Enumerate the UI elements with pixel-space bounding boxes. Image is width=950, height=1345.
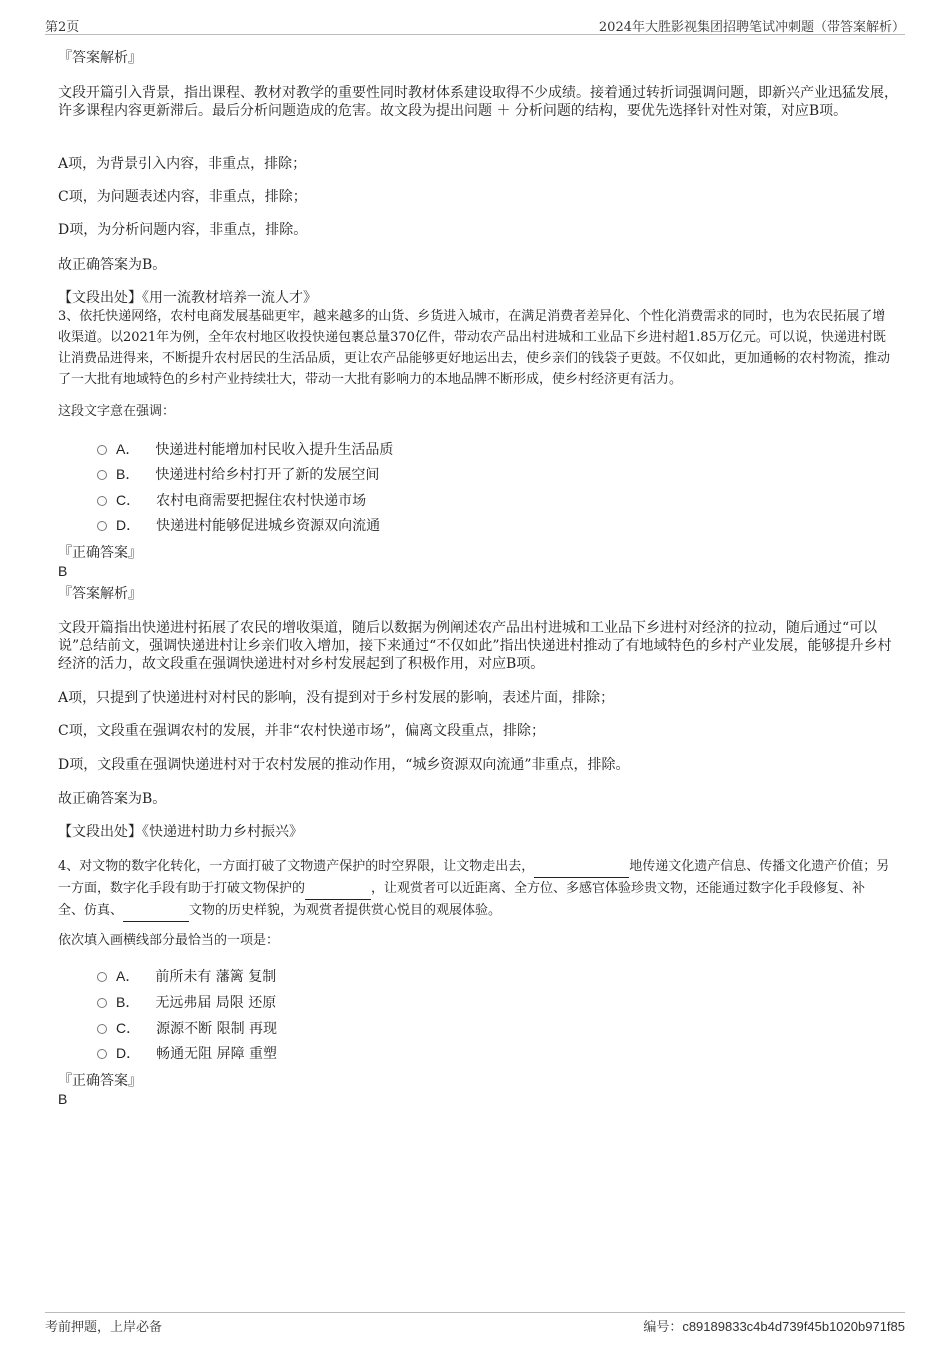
- q3-option-a-note: A项，只提到了快递进村对村民的影响，没有提到对于乡村发展的影响，表述片面，排除；: [58, 690, 615, 706]
- radio-icon[interactable]: [97, 998, 107, 1008]
- q3-stem: 3、依托快递网络，农村电商发展基础更牢，越来越多的山货、乡货进入城市，在满足消费者差异化、个性化消费需求的同时，也为农民拓展了增收渠道。以2021年为例，全年农村地区收投快递包裹总量370亿件，带动农产品出村进城和工业品下乡进村超1.85万亿元。可以说，快递进村既让消费品进得来，不断提升农村居民的生活品质，更让农产品能够更好地运出去，使乡亲们的钱袋子更鼓。不仅如此，更加通畅的农村物流，推动了一大批有地域特色的乡村产业持续壮大，带动一大批有影响力的本地品牌不断形成，使乡村经济更有活力。: [58, 309, 891, 387]
- q3-option-c[interactable]: C． 农村电商需要把握住农村快递市场: [97, 491, 366, 510]
- q4-answer-label: 『正确答案』: [58, 1073, 142, 1089]
- blank-2[interactable]: [305, 878, 371, 900]
- q4-prompt: 依次填入画横线部分最恰当的一项是：: [58, 933, 280, 948]
- footer-slogan: 考前押题，上岸必备: [45, 1320, 163, 1335]
- q3-option-b[interactable]: B． 快递进村给乡村打开了新的发展空间: [97, 465, 379, 484]
- q4-option-d[interactable]: D． 畅通无阻 屏障 重塑: [97, 1044, 277, 1063]
- radio-icon[interactable]: [97, 972, 107, 982]
- footer-code-value: c89189833c4b4d739f45b1020b971f85: [682, 1319, 905, 1334]
- q4-option-a[interactable]: A． 前所未有 藩篱 复制: [97, 967, 276, 986]
- radio-icon[interactable]: [97, 1049, 107, 1059]
- document-title: 2024年大胜影视集团招聘笔试冲刺题（带答案解析）: [598, 20, 905, 35]
- footer-code: [643, 1316, 905, 1335]
- radio-icon[interactable]: [97, 1024, 107, 1034]
- page-footer: [45, 1312, 905, 1335]
- page-number: 第2页: [45, 20, 80, 35]
- q3-analysis-paragraph: 文段开篇指出快递进村拓展了农民的增收渠道，随后以数据为例阐述农产品出村进城和工业品下乡进村对经济的拉动，随后通过“可以说”总结前文，强调快递进村让乡亲们收入增加，接下来通过“不仅如此”指出快递进村推动了有地域特色的乡村产业发展，能够提升乡村经济的活力，故文段重在强调快递进村对乡村发展起到了积极作用，对应B项。: [58, 620, 892, 672]
- q3-answer: B: [58, 563, 68, 579]
- q3-answer-label: 『正确答案』: [58, 545, 142, 561]
- q3-conclusion: 故正确答案为B。: [58, 791, 167, 807]
- q3-option-a[interactable]: A． 快递进村能增加村民收入提升生活品质: [97, 440, 393, 459]
- q4-stem: 4、对文物的数字化转化，一方面打破了文物遗产保护的时空界限，让文物走出去， 地传递文化遗产信息、传播文化遗产价值；另一方面，数字化手段有助于打破文物保护的 ，让观赏者可以近距离、全方位、多感官体验珍贵文物，还能通过数字化手段修复、补全、仿真、 文物的历史样貌，为观赏者提供赏心悦目的观展体验。: [58, 856, 890, 922]
- q2-analysis-label: 『答案解析』: [58, 50, 142, 66]
- radio-icon[interactable]: [97, 521, 107, 531]
- blank-1[interactable]: [534, 856, 629, 878]
- q2-option-c-note: C项，为问题表述内容，非重点，排除；: [58, 189, 307, 205]
- q4-option-b[interactable]: B． 无远弗届 局限 还原: [97, 993, 276, 1012]
- q2-source: 【文段出处】《用一流教材培养一流人才》: [58, 290, 317, 306]
- q4-answer: B: [58, 1091, 68, 1107]
- radio-icon[interactable]: [97, 470, 107, 480]
- page-header: [45, 14, 905, 35]
- q3-source: 【文段出处】《快递进村助力乡村振兴》: [58, 824, 303, 840]
- radio-icon[interactable]: [97, 496, 107, 506]
- radio-icon[interactable]: [97, 445, 107, 455]
- q3-analysis-label: 『答案解析』: [58, 586, 142, 602]
- q4-option-c[interactable]: C． 源源不断 限制 再现: [97, 1019, 277, 1038]
- q2-analysis-paragraph: 文段开篇引入背景，指出课程、教材对教学的重要性同时教材体系建设取得不少成绩。接着通过转折词强调问题，即新兴产业迅猛发展，许多课程内容更新滞后。最后分析问题造成的危害。故文段为提出问题 ＋ 分析问题的结构，要优先选择针对性对策，对应B项。: [58, 85, 898, 119]
- blank-3[interactable]: [123, 900, 189, 922]
- q3-prompt: 这段文字意在强调：: [58, 404, 176, 419]
- footer-code-label: 编号：: [643, 1320, 683, 1335]
- q3-option-d[interactable]: D． 快递进村能够促进城乡资源双向流通: [97, 516, 380, 535]
- q2-conclusion: 故正确答案为B。: [58, 257, 167, 273]
- q2-option-a-note: A项，为背景引入内容，非重点，排除；: [58, 156, 307, 172]
- q2-option-d-note: D项，为分析问题内容，非重点，排除。: [58, 222, 308, 238]
- q3-option-d-note: D项，文段重在强调快递进村对于农村发展的推动作用，“城乡资源双向流通”非重点，排除。: [58, 757, 630, 773]
- q3-option-c-note: C项，文段重在强调农村的发展，并非“农村快递市场”，偏离文段重点，排除；: [58, 723, 546, 739]
